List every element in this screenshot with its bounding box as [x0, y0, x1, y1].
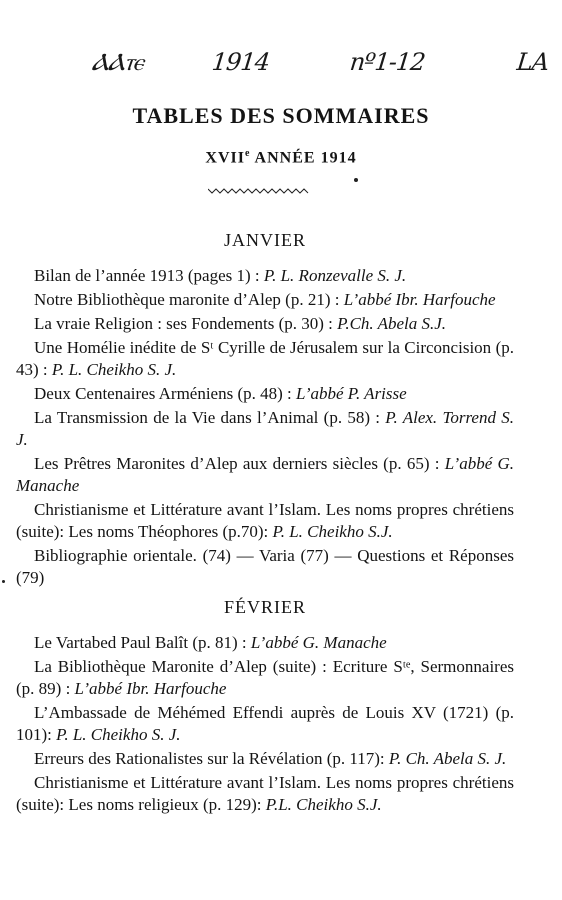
entry-title: Bibliographie orientale. (74) — Varia (77) — Questions et Réponses (79)	[16, 546, 514, 587]
toc-entry	[16, 632, 514, 654]
toc-entry	[16, 289, 514, 311]
entry-title: La Bibliothèque Maronite d’Alep (suite) : Ecriture Sᵗᵉ, Sermonnaires (p. 89) :	[16, 657, 514, 698]
table-of-contents	[16, 228, 514, 818]
entry-title: La vraie Religion : ses Fondements (p. 30) :	[34, 314, 338, 333]
entry-title: Christianisme et Littérature avant l’Islam. Les noms propres chrétiens (suite): Les noms religieux (p. 129):	[16, 773, 514, 814]
entry-title: Les Prêtres Maronites d’Alep aux derniers siècles (p. 65) :	[34, 454, 445, 473]
entry-title: Deux Centenaires Arméniens (p. 48) :	[34, 384, 297, 403]
entry-author: L’abbé Ibr. Harfouche	[74, 679, 227, 698]
entry-author: P.L. Cheikho S.J.	[265, 795, 382, 814]
toc-entry	[16, 265, 514, 287]
entry-title: Bilan de l’année 1913 (pages 1) :	[34, 266, 264, 285]
entry-author: P. L. Cheikho S. J.	[56, 725, 181, 744]
entry-author: L’abbé G. Manache	[16, 454, 515, 495]
month-heading: FÉVRIER	[223, 597, 306, 617]
entry-title: Christianisme et Littérature avant l’Islam. Les noms propres chrétiens (suite): Les noms Théophores (p.70):	[16, 500, 514, 541]
entry-author: P. Ch. Abela S. J.	[388, 749, 507, 768]
subtitle-ordinal: e	[244, 148, 251, 159]
entry-author: P. L. Ronzevalle S. J.	[263, 266, 407, 285]
month-heading: JANVIER	[224, 230, 306, 250]
toc-entry	[16, 313, 514, 335]
toc-entry	[16, 499, 514, 543]
handwritten-note-4: LA	[515, 48, 550, 76]
entry-author: L’abbé G. Manache	[250, 633, 387, 652]
toc-entry	[16, 772, 514, 816]
toc-entry	[16, 702, 514, 746]
handwritten-note-1: ⲀⲀⲧⲉ	[90, 48, 145, 76]
toc-entry	[16, 748, 514, 770]
entry-title: Le Vartabed Paul Balît (p. 81) :	[34, 633, 251, 652]
entry-title: Une Homélie inédite de Sᵗ Cyrille de Jérusalem sur la Circoncision (p. 43) :	[16, 338, 514, 379]
subtitle-year-text: ANNÉE 1914	[250, 149, 357, 167]
decorative-ornament	[208, 186, 310, 196]
entry-title: L’Ambassade de Méhémed Effendi auprès de Louis XV (1721) (p. 101):	[16, 703, 514, 744]
toc-entry	[16, 407, 514, 451]
page-subtitle	[0, 148, 562, 167]
entry-author: P. L. Cheikho S. J.	[51, 360, 177, 379]
ink-speck	[354, 178, 358, 182]
handwritten-note-3: nº1-12	[348, 48, 427, 76]
ink-speck	[2, 580, 5, 583]
entry-author: P. L. Cheikho S.J.	[272, 522, 393, 541]
toc-entry	[16, 383, 514, 405]
handwritten-annotations	[0, 48, 562, 98]
entry-author: P. Alex. Torrend S. J.	[16, 408, 515, 449]
handwritten-note-2: 1914	[210, 48, 271, 76]
toc-entry	[16, 337, 514, 381]
entry-title: Erreurs des Rationalistes sur la Révélation (p. 117):	[34, 749, 389, 768]
subtitle-year-roman: XVII	[205, 149, 245, 167]
entry-title: Notre Bibliothèque maronite d’Alep (p. 21) :	[34, 290, 344, 309]
entry-title: La Transmission de la Vie dans l’Animal (p. 58) :	[34, 408, 386, 427]
entry-author: L’abbé Ibr. Harfouche	[343, 290, 496, 309]
entry-author: P.Ch. Abela S.J.	[337, 314, 447, 333]
entry-author: L’abbé P. Arisse	[296, 384, 407, 403]
page-title: TABLES DES SOMMAIRES	[132, 103, 430, 128]
toc-entry	[16, 453, 514, 497]
toc-entry	[16, 545, 514, 589]
toc-entry	[16, 656, 514, 700]
